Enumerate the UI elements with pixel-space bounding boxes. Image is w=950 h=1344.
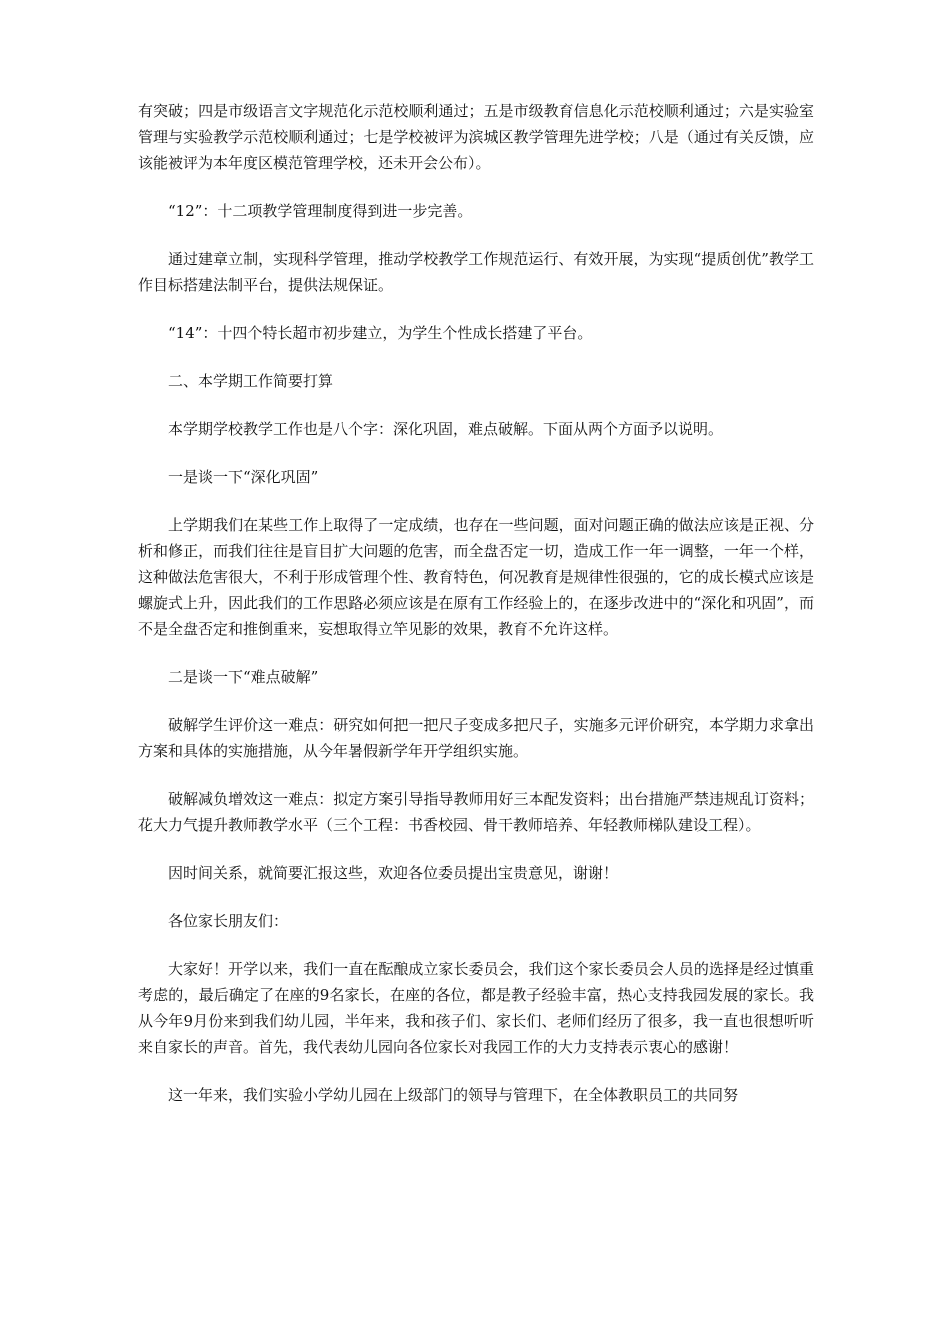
subheading-deepen: 一是谈一下“深化巩固” bbox=[168, 468, 319, 486]
paragraph-evaluation: 破解学生评价这一难点：研究如何把一把尺子变成多把尺子，实施多元评价研究，本学期力求拿出方案和具体的实施措施，从今年暑假新学年开学组织实施。 bbox=[138, 716, 814, 760]
section-heading-plan: 二、本学期工作简要打算 bbox=[168, 372, 334, 390]
paragraph-year-review: 这一年来，我们实验小学幼儿园在上级部门的领导与管理下，在全体教职员工的共同努 bbox=[168, 1086, 739, 1104]
paragraph-rules: 通过建章立制，实现科学管理，推动学校教学工作规范运行、有效开展，为实现“提质创优”教学工作目标搭建法制平台，提供法规保证。 bbox=[138, 250, 814, 294]
paragraph-continued: 有突破；四是市级语言文字规范化示范校顺利通过；五是市级教育信息化示范校顺利通过；六是实验室管理与实验教学示范校顺利通过；七是学校被评为滨城区教学管理先进学校；八是（通过有关反馈，应该能被评为本年度区模范管理学校，还未开会公布）。 bbox=[138, 102, 814, 172]
paragraph-burden: 破解减负增效这一难点：拟定方案引导指导教师用好三本配发资料；出台措施严禁违规乱订资料；花大力气提升教师教学水平（三个工程：书香校园、骨干教师培养、年轻教师梯队建设工程）。 bbox=[138, 790, 814, 834]
paragraph-plan-intro: 本学期学校教学工作也是八个字：深化巩固，难点破解。下面从两个方面予以说明。 bbox=[168, 420, 724, 438]
paragraph-closing: 因时间关系，就简要汇报这些，欢迎各位委员提出宝贵意见，谢谢！ bbox=[168, 864, 619, 882]
paragraph-item-14: “14”：十四个特长超市初步建立，为学生个性成长搭建了平台。 bbox=[168, 324, 593, 342]
paragraph-greeting: 大家好！开学以来，我们一直在酝酿成立家长委员会，我们这个家长委员会人员的选择是经过慎重考虑的，最后确定了在座的9名家长，在座的各位，都是教子经验丰富，热心支持我园发展的家长。我从今年9月份来到我们幼儿园，半年来，我和孩子们、家长们、老师们经历了很多，我一直也很想听听来自家长的声音。首先，我代表幼儿园向各位家长对我园工作的大力支持表示衷心的感谢！ bbox=[138, 960, 814, 1056]
paragraph-deepen: 上学期我们在某些工作上取得了一定成绩，也存在一些问题，面对问题正确的做法应该是正视、分析和修正，而我们往往是盲目扩大问题的危害，而全盘否定一切，造成工作一年一调整，一年一个样，这种做法危害很大，不利于形成管理个性、教育特色，何况教育是规律性很强的，它的成长模式应该是螺旋式上升，因此我们的工作思路必须应该是在原有工作经验上的，在逐步改进中的“深化和巩固”，而不是全盘否定和推倒重来，妄想取得立竿见影的效果，教育不允许这样。 bbox=[138, 516, 814, 638]
paragraph-salutation: 各位家长朋友们： bbox=[168, 912, 289, 930]
document-body bbox=[138, 98, 814, 1130]
paragraph-item-12: “12”：十二项教学管理制度得到进一步完善。 bbox=[168, 202, 473, 220]
subheading-difficulties: 二是谈一下“难点破解” bbox=[168, 668, 319, 686]
